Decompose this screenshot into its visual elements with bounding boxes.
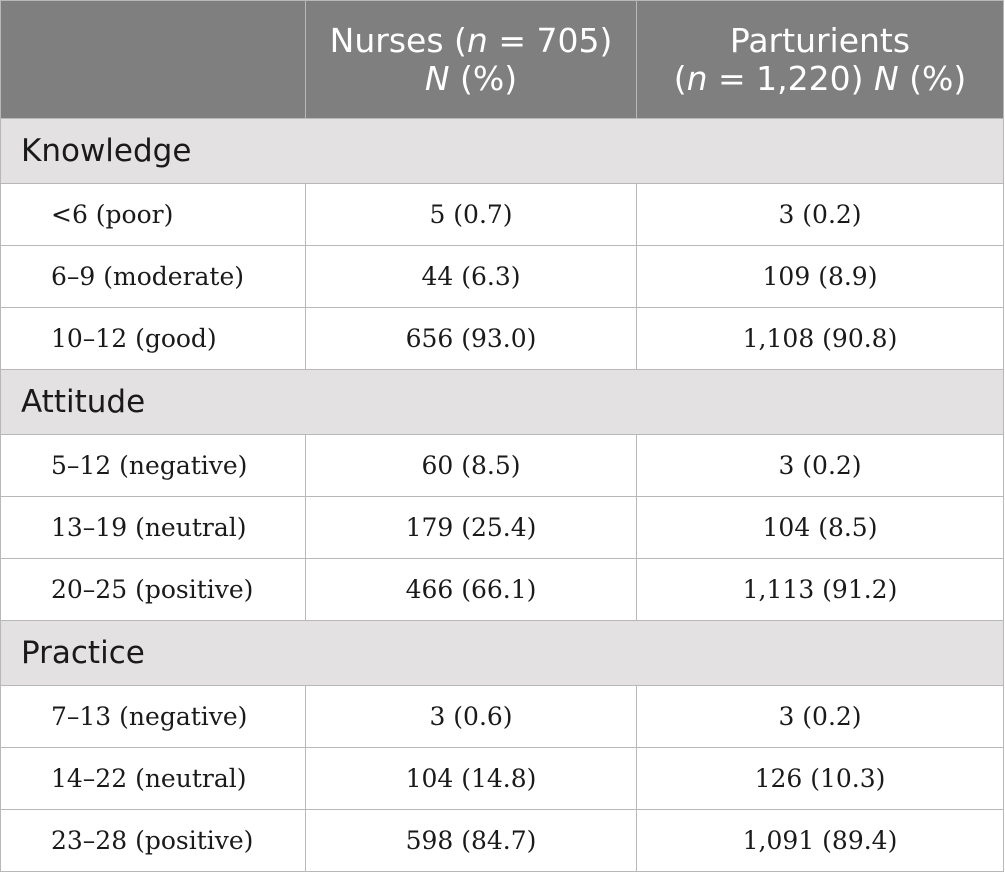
row-label: 23–28 (positive) [1, 810, 306, 872]
parturients-value: 3 (0.2) [637, 435, 1004, 497]
header-nurses-line2: N (%) [424, 58, 518, 98]
header-nurses-line1: Nurses (n = 705) [329, 20, 613, 60]
row-label: 10–12 (good) [1, 308, 306, 370]
table-row [1, 810, 1004, 872]
section-row-knowledge [1, 119, 1004, 184]
section-title: Attitude [1, 370, 1004, 435]
section-title: Practice [1, 621, 1004, 686]
row-label: 7–13 (negative) [1, 686, 306, 748]
nurses-value: 466 (66.1) [306, 559, 637, 621]
section-title: Knowledge [1, 119, 1004, 184]
nurses-value: 598 (84.7) [306, 810, 637, 872]
table-row [1, 308, 1004, 370]
parturients-value: 1,113 (91.2) [637, 559, 1004, 621]
parturients-value: 109 (8.9) [637, 246, 1004, 308]
parturients-value: 126 (10.3) [637, 748, 1004, 810]
table-row [1, 184, 1004, 246]
nurses-value: 44 (6.3) [306, 246, 637, 308]
nurses-value: 656 (93.0) [306, 308, 637, 370]
section-row-attitude [1, 370, 1004, 435]
parturients-value: 104 (8.5) [637, 497, 1004, 559]
row-label: 6–9 (moderate) [1, 246, 306, 308]
table-row [1, 559, 1004, 621]
section-row-practice [1, 621, 1004, 686]
header-category [1, 1, 306, 119]
table-row [1, 435, 1004, 497]
header-parturients [637, 1, 1004, 119]
row-label: 20–25 (positive) [1, 559, 306, 621]
table-row [1, 497, 1004, 559]
parturients-value: 1,091 (89.4) [637, 810, 1004, 872]
header-nurses [306, 1, 637, 119]
header-parturients-line2: (n = 1,220) N (%) [673, 58, 967, 98]
table-header-row [1, 1, 1004, 119]
nurses-value: 179 (25.4) [306, 497, 637, 559]
table-row [1, 246, 1004, 308]
row-label: 14–22 (neutral) [1, 748, 306, 810]
row-label: 5–12 (negative) [1, 435, 306, 497]
parturients-value: 1,108 (90.8) [637, 308, 1004, 370]
nurses-value: 3 (0.6) [306, 686, 637, 748]
table-row [1, 686, 1004, 748]
row-label: <6 (poor) [1, 184, 306, 246]
nurses-value: 104 (14.8) [306, 748, 637, 810]
table-row [1, 748, 1004, 810]
nurses-value: 60 (8.5) [306, 435, 637, 497]
nurses-value: 5 (0.7) [306, 184, 637, 246]
parturients-value: 3 (0.2) [637, 184, 1004, 246]
parturients-value: 3 (0.2) [637, 686, 1004, 748]
row-label: 13–19 (neutral) [1, 497, 306, 559]
header-parturients-line1: Parturients [729, 20, 911, 60]
